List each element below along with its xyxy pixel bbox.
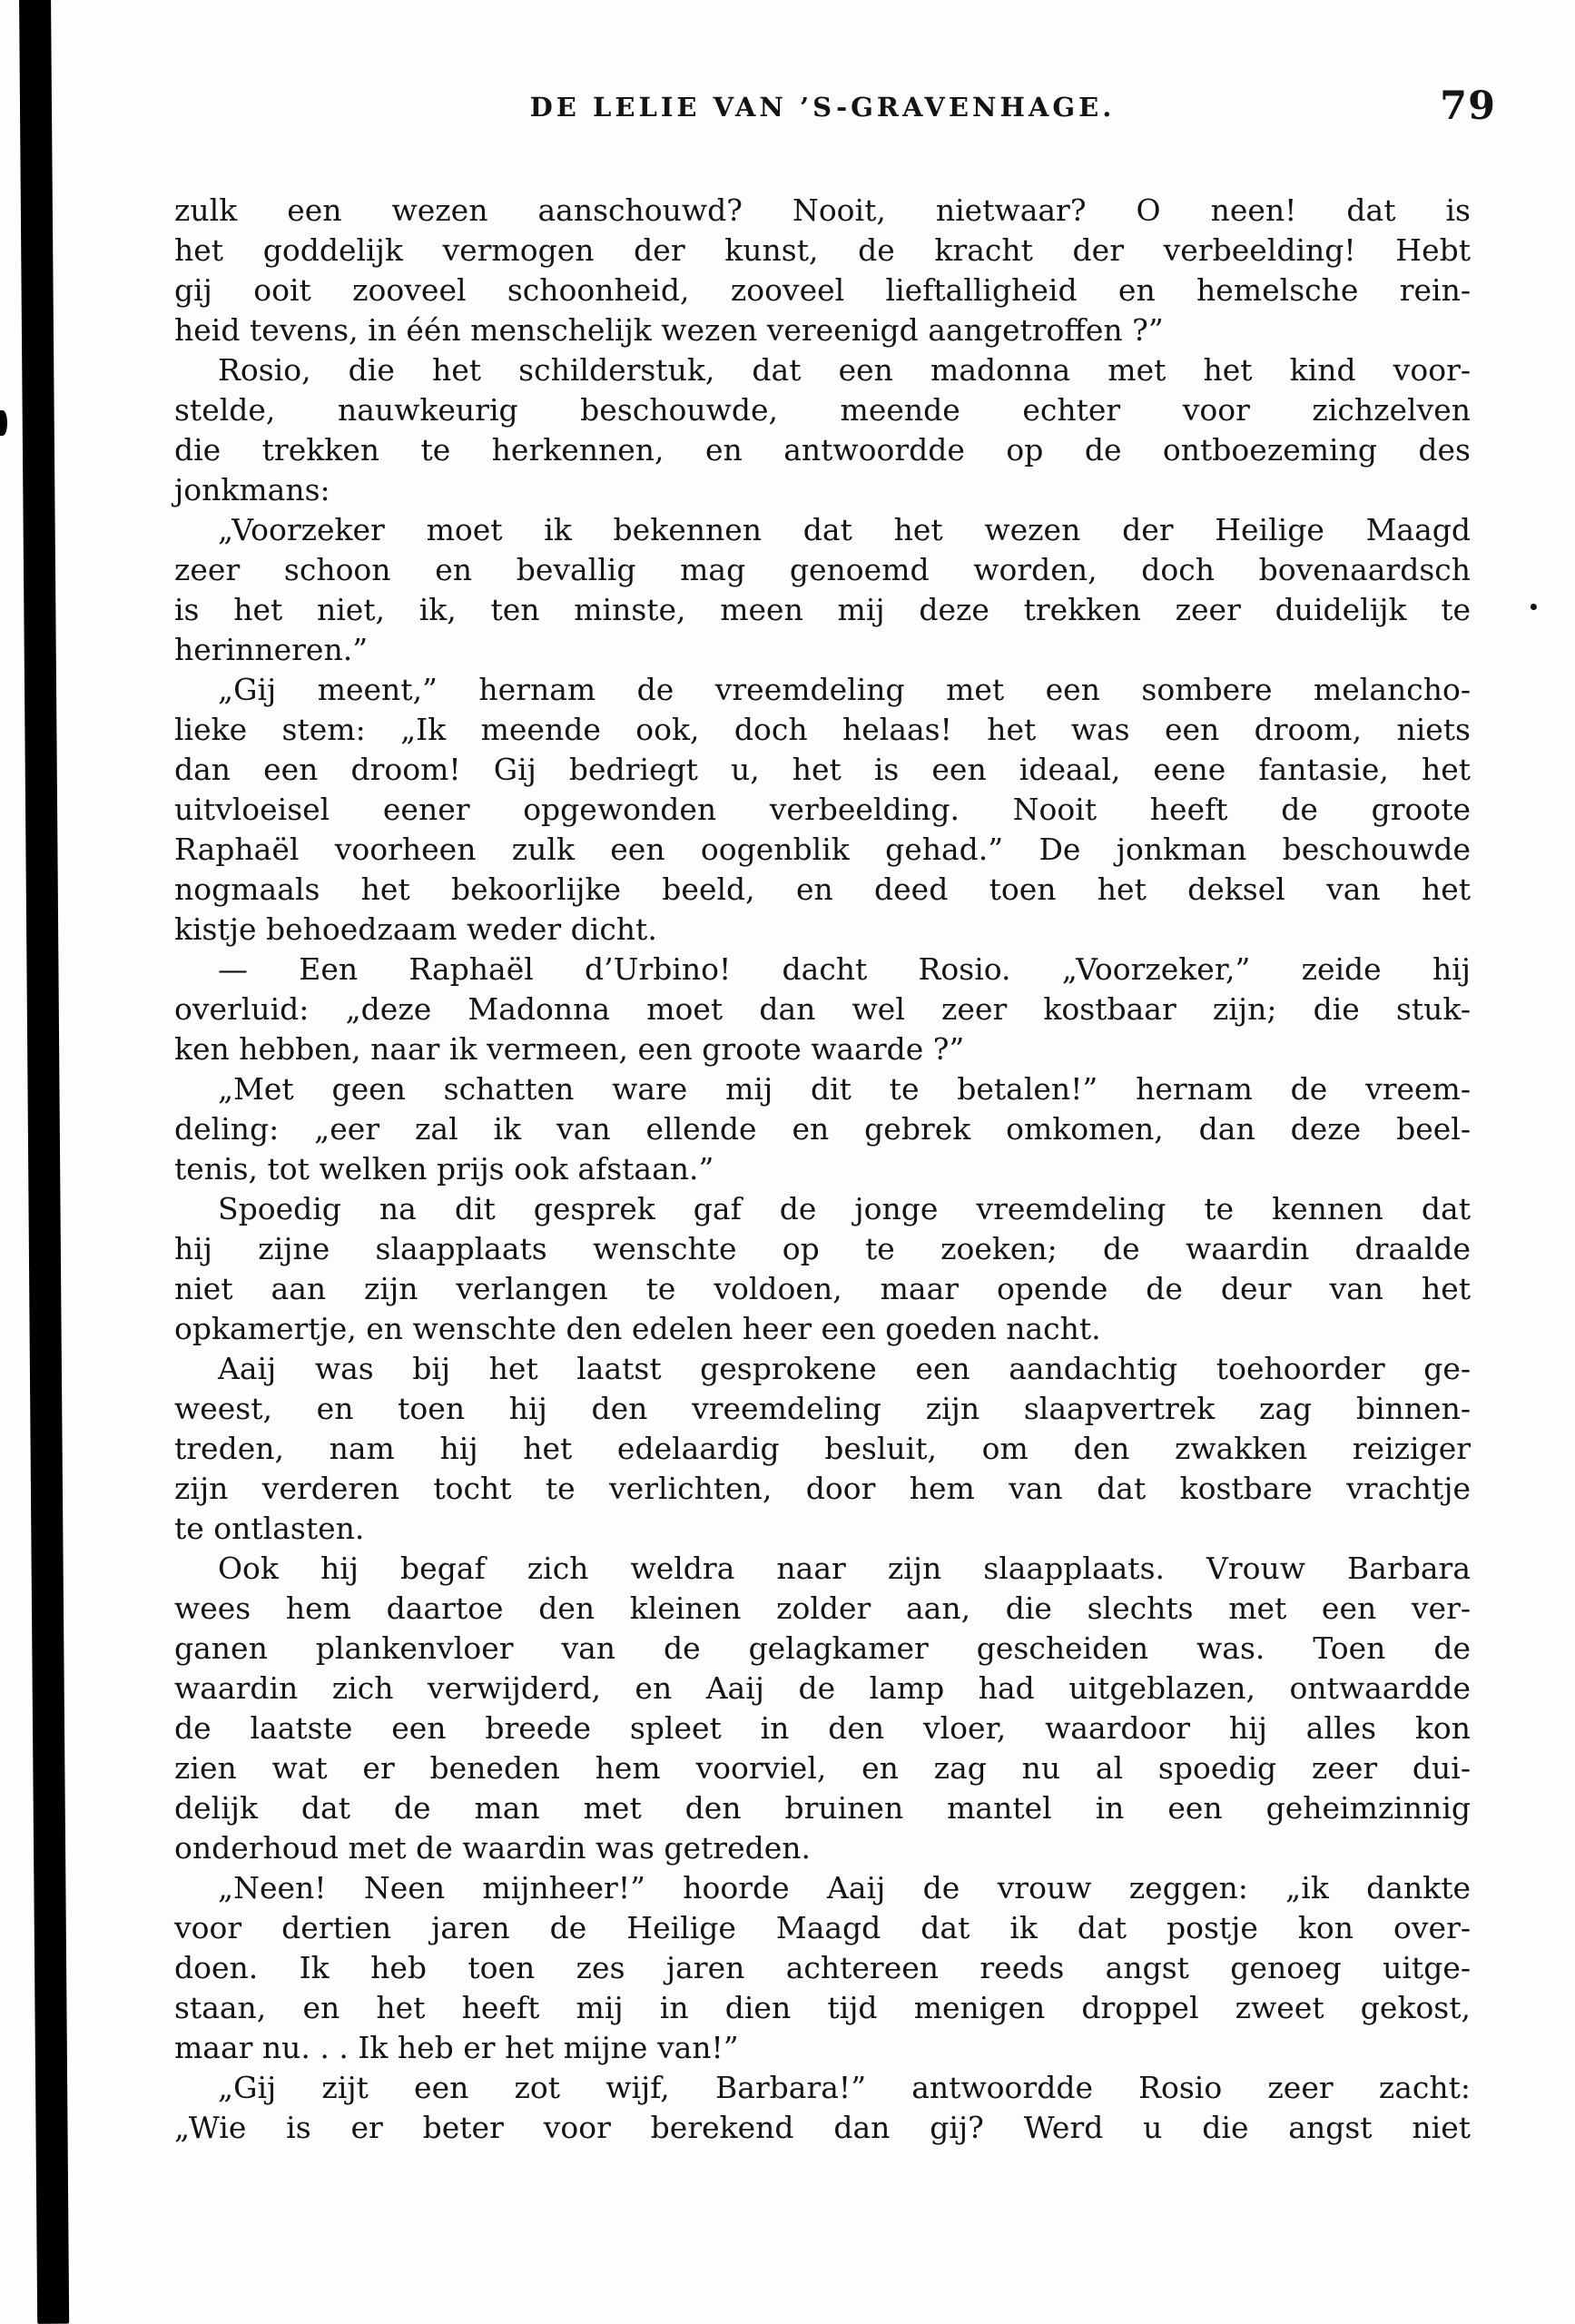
text-line: weest, en toen hij den vreemdeling zijn slaapvertrek zag binnen- <box>174 1391 1471 1426</box>
text-line: waardin zich verwijderd, en Aaij de lamp had uitgeblazen, ontwaardde <box>174 1670 1471 1706</box>
text-line: ken hebben, naar ik vermeen, een groote waarde ?” <box>174 1031 965 1067</box>
text-line: nogmaals het bekoorlijke beeld, en deed toen het deksel van het <box>174 872 1471 907</box>
text-line: zien wat er beneden hem voorviel, en zag nu al spoedig zeer dui- <box>174 1750 1471 1786</box>
text-line: die trekken te herkennen, en antwoordde op de ontboezeming des <box>174 432 1471 468</box>
text-line: is het niet, ik, ten minste, meen mij deze trekken zeer duidelijk te <box>174 592 1471 627</box>
text-line: kistje behoedzaam weder dicht. <box>174 911 657 947</box>
text-line: dan een droom! Gij bedriegt u, het is een ideaal, eene fantasie, het <box>174 752 1471 787</box>
text-line: niet aan zijn verlangen te voldoen, maar opende de deur van het <box>174 1271 1471 1306</box>
text-line: hij zijne slaapplaats wenschte op te zoeken; de waardin draalde <box>174 1231 1471 1266</box>
text-line: opkamertje, en wenschte den edelen heer een goeden nacht. <box>174 1311 1101 1346</box>
text-line: „Gij meent,” hernam de vreemdeling met een sombere melancho- <box>218 672 1471 707</box>
text-line: maar nu. . . Ik heb er het mijne van!” <box>174 2030 739 2065</box>
text-line: uitvloeisel eener opgewonden verbeelding. Nooit heeft de groote <box>174 792 1471 827</box>
text-line: „Neen! Neen mijnheer!” hoorde Aaij de vrouw zeggen: „ik dankte <box>218 1870 1471 1905</box>
text-line: „Voorzeker moet ik bekennen dat het wezen der Heilige Maagd <box>218 512 1471 547</box>
text-line: tenis, tot welken prijs ook afstaan.” <box>174 1151 714 1187</box>
text-line: — Een Raphaël d’Urbino! dacht Rosio. „Voorzeker,” zeide hij <box>218 951 1471 987</box>
text-line: „Gij zijt een zot wijf, Barbara!” antwoordde Rosio zeer zacht: <box>218 2070 1471 2105</box>
text-line: staan, en het heeft mij in dien tijd menigen droppel zweet gekost, <box>174 1990 1471 2025</box>
text-line: stelde, nauwkeurig beschouwde, meende echter voor zichzelven <box>174 392 1471 428</box>
page-number: 79 <box>1440 84 1496 129</box>
text-line: zeer schoon en bevallig mag genoemd worden, doch bovenaardsch <box>174 552 1471 587</box>
body-text-block <box>174 191 1471 2148</box>
text-line: heid tevens, in één menschelijk wezen vereenigd aangetroffen ?” <box>174 312 1164 348</box>
text-line: onderhoud met de waardin was getreden. <box>174 1830 812 1866</box>
text-line: overluid: „deze Madonna moet dan wel zeer kostbaar zijn; die stuk- <box>174 991 1471 1027</box>
text-line: deling: „eer zal ik van ellende en gebrek omkomen, dan deze beel- <box>174 1111 1471 1147</box>
text-line: Spoedig na dit gesprek gaf de jonge vreemdeling te kennen dat <box>218 1191 1471 1226</box>
text-line: het goddelijk vermogen der kunst, de kracht der verbeelding! Hebt <box>174 232 1471 268</box>
text-line: Rosio, die het schilderstuk, dat een madonna met het kind voor- <box>218 352 1471 388</box>
text-line: Raphaël voorheen zulk een oogenblik gehad.” De jonkman beschouwde <box>174 832 1471 867</box>
scan-edge-blob <box>0 410 7 436</box>
text-line: voor dertien jaren de Heilige Maagd dat ik dat postje kon over- <box>174 1910 1471 1945</box>
text-line: „Met geen schatten ware mij dit te betalen!” hernam de vreem- <box>218 1071 1471 1107</box>
text-line: lieke stem: „Ik meende ook, doch helaas! het was een droom, niets <box>174 712 1471 747</box>
ink-speck <box>1530 603 1538 611</box>
text-line: te ontlasten. <box>174 1511 365 1546</box>
text-line: treden, nam hij het edelaardig besluit, om den zwakken reiziger <box>174 1431 1471 1466</box>
scan-binding-strip <box>19 0 69 2324</box>
text-line: de laatste een breede spleet in den vloer, waardoor hij alles kon <box>174 1710 1471 1746</box>
text-line: herinneren.” <box>174 632 369 667</box>
text-line: Ook hij begaf zich weldra naar zijn slaapplaats. Vrouw Barbara <box>218 1551 1471 1586</box>
text-line: gij ooit zooveel schoonheid, zooveel lieftalligheid en hemelsche rein- <box>174 272 1471 308</box>
text-line: wees hem daartoe den kleinen zolder aan, die slechts met een ver- <box>174 1590 1471 1626</box>
running-head-title: DE LELIE VAN ’S-GRAVENHAGE. <box>529 92 1116 123</box>
text-line: Aaij was bij het laatst gesprokene een aandachtig toehoorder ge- <box>218 1351 1471 1386</box>
text-line: doen. Ik heb toen zes jaren achtereen reeds angst genoeg uitge- <box>174 1950 1471 1985</box>
text-line: delijk dat de man met den bruinen mantel in een geheimzinnig <box>174 1790 1471 1826</box>
text-line: „Wie is er beter voor berekend dan gij? Werd u die angst niet <box>174 2110 1471 2145</box>
text-line: ganen plankenvloer van de gelagkamer gescheiden was. Toen de <box>174 1630 1471 1666</box>
text-line: zijn verderen tocht te verlichten, door hem van dat kostbare vrachtje <box>174 1471 1471 1506</box>
text-line: jonkmans: <box>174 472 330 507</box>
text-line: zulk een wezen aanschouwd? Nooit, nietwaar? O neen! dat is <box>174 192 1471 228</box>
